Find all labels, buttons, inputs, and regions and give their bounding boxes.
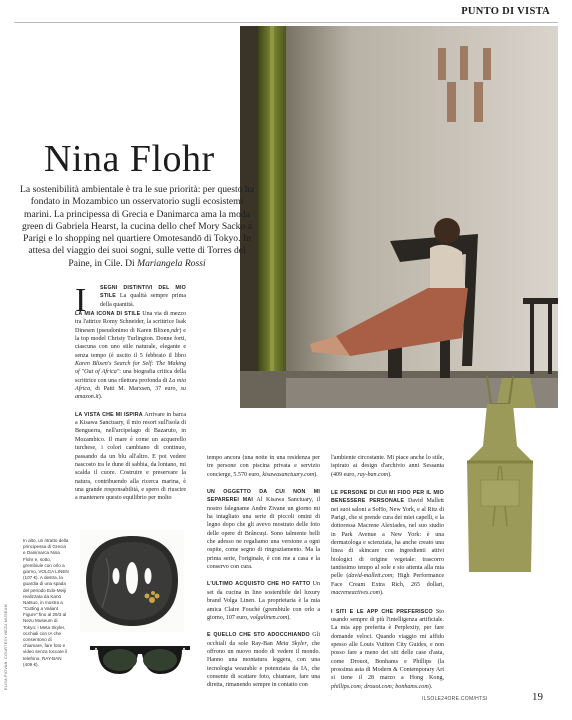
object-lead: UN OGGETTO DA CUI NON MI SEPAREREI MAI	[207, 489, 320, 504]
sites-end: ).	[428, 683, 433, 690]
style-text: La qualità sempre prima della quantità.	[100, 293, 187, 308]
portrait-photo	[240, 26, 558, 408]
section-title: PUNTO DI VISTA	[461, 6, 550, 17]
icon-book-title: Karen Blixen's Search for Self: The Making of "Out of Africa"	[75, 361, 186, 376]
column-1	[75, 310, 186, 503]
byline-name: Mariangela Rossi	[137, 257, 206, 269]
top-rule	[14, 22, 558, 23]
wellness-text-2: ; High Performance Face Cream Extra Rich, 265 dollari,	[331, 573, 445, 588]
sites-lead: I SITI E LE APP CHE PREFERISCO	[331, 608, 433, 615]
object-text: Al Kisawa Sanctuary, il nostro falegname Andre Zivane un giorno mi ha intagliato una serie di piccoli omini di legno dopo che gli avevo mostrato delle foto delle opere di Brâncuși. Sono talmente belli che adesso ne regaliamo una versione a ogni ospite, come segno di ringraziamento. Ma la prima serie, l'originale, è con me a casa e la conservo con cura.	[207, 497, 320, 571]
column-2	[207, 454, 320, 690]
wishlist-paragraph	[207, 631, 320, 689]
icon-paragraph	[75, 310, 186, 402]
kisawa-link[interactable]: kisawasanctuary.com	[262, 471, 315, 478]
mallett-link[interactable]: david-mallett.com	[348, 573, 393, 580]
photo-caption: In alto, un ritratto della principessa di Grecia e Danimarca Nina Flohr e, sotto, grembiule con orlo a giorno, VOLGA LINEN (107 €). A destra, la guardia di una spada del periodo Edo-Meiji realizzata da Kanō Natsuo, in mostra a "Cutting a Valiant Figure" fino al 29/3 al Nezu Museum di Tokyo; i Meta Skyler, occhiali con IA che consentono di chiamare, fare foto e video senza toccare il telefono, RAY-BAN (409 €).	[23, 538, 69, 667]
icon-text-3: : una biografia critica della scrittrice con una rilettura profonda di	[75, 369, 186, 384]
column-3	[331, 454, 444, 691]
icon-text-1: Una via di mezzo tra l'attrice Romy Schneider, la scrittrice Isak Dinesen (pseudonimo di Karen Blixen,	[75, 311, 187, 334]
wishlist-text-1: Gli occhiali da sole Ray-Ban	[207, 632, 321, 647]
lede-text: La sostenibilità ambientale è tra le sue priorità: per questo ha fondato in Mozambico un osservatorio sugli ecosistemi marini. La principessa di Grecia e Danimarca ama la moda green di Gabriela Hearst, la cucina dello chef Mory Sacko a Parigi e lo shopping nel quartiere Omotesandō di Tokyo. In attesa del viaggio dei suoi sogni, sulle vette di Torres del Paine, in Cile.	[20, 184, 254, 269]
view-text: Arrivare in barca a Kisawa Sanctuary, il mio resort sull'isola di Benguerra, nell'arcipelago di Bazaruto, in Mozambico. Il mare è come un acquerello turchese, i colori cambiano di continuo, passando da un blu all'altro. E poi vedere nascosto tra le dune di sabbia, da lontano, mi scalda il cuore. Costruire e preservare la natura, contribuendo alla ricerca marina, è una grande responsabilità, e spero di riuscire a mantenere questo equilibrio per molto	[75, 411, 187, 502]
wishlist-text-2: , che offrono un nuovo modo di vedere il mondo. Hanno una montatura leggera, con una tecnologia wearable e potenziata da IA, che consente di scattare foto, chiamare, fare una diretta, rimanendo sempre in contatto con	[207, 640, 320, 689]
volgalinen-link[interactable]: volgalinen.com	[250, 614, 288, 621]
wellness-lead: LE PERSONE DI CUI MI FIDO PER IL MIO BENESSERE PERSONALE	[331, 490, 444, 505]
wishlist-lead: E QUELLO CHE STO ADOCCHIANDO	[207, 632, 310, 639]
purchase-text: Un set da cucina in lino sostenibile del luxury brand Volga Linen. La proprietaria è la mia amica Claire Fouché (grembiule con orlo a giorno, 107 euro,	[207, 581, 320, 621]
wellness-text-1: David Mallett nei suoi saloni a SoHo, New York, e al Ritz di Parigi, che si prende cura dei miei capelli, e la dottoressa Macrene Alexiades, nel suo studio in Park Avenue a New York: è una dermatologa e scienziata, ha anche creato una linea di skincare con ingredienti attivi biologici di origine vegetale: trascorro tantissimo tempo al sole e sto attenta alla mia pelle (	[331, 498, 444, 580]
photo-credit: ELISA PIOVAN. COURTESY NEZU MUSEUM	[4, 603, 8, 690]
drop-cap: I	[75, 282, 87, 319]
icon-book-title-2: La mia Africa	[75, 377, 187, 393]
wellness-paragraph	[331, 489, 444, 597]
amazon-link[interactable]: su amazon.it	[75, 386, 187, 401]
wishlist-continued	[331, 454, 444, 479]
icon-text-5: ).	[98, 394, 103, 401]
byline-prefix: Di	[125, 257, 135, 269]
macrene-link[interactable]: macreneactives.com	[331, 590, 380, 597]
article-lede	[16, 184, 258, 270]
wellness-end: ).	[379, 590, 384, 597]
view-continued	[207, 454, 320, 479]
icon-text-2: ) e la top model Christy Turlington. Donne forti, ciascuna con uno stile naturale, elegante e senza tempo (è uscito il 5 febbraio il libro	[75, 327, 186, 359]
object-paragraph	[207, 488, 320, 571]
wishlist-end: ).	[388, 471, 392, 478]
view-cont-text: tempo ancora (una notte in una residenza per tre persone con piscina privata e servizio concierge, 5.570 euro,	[207, 455, 320, 478]
purchase-end: ).	[287, 614, 291, 621]
purchase-lead: L'ULTIMO ACQUISTO CHE HO FATTO	[207, 581, 311, 588]
footer-url[interactable]: ILSOLE24ORE.COM/HTSI	[422, 696, 488, 702]
sites-paragraph	[331, 608, 444, 691]
view-end: ).	[314, 471, 318, 478]
view-paragraph	[75, 411, 186, 503]
style-paragraph	[100, 284, 186, 309]
icon-lead: LA MIA ICONA DI STILE	[75, 311, 141, 317]
icon-text-4: , di Patti M. Marxsen, 37 euro,	[90, 386, 177, 393]
apron-image	[465, 376, 535, 576]
rayban-link[interactable]: ray-ban.com	[357, 471, 389, 478]
icon-ndr: ndr	[171, 327, 180, 334]
sunglasses-image	[86, 638, 194, 678]
portrait-illustration	[240, 26, 558, 408]
style-lead: SEGNI DISTINTIVI DEL MIO STILE	[100, 285, 186, 300]
sites-text: Sto usando sempre di più l'intelligenza artificiale. La mia app preferita è Perplexity, per fare domande veloci. Quando viaggio mi affido spesso alle Louis Vuitton City Guides, e non posso fare a meno dei siti delle case d'asta, come Drouot, Bonhams e Phillips (la prossima asta di Modern & Contemporary Art si tiene il 28 marzo a Hong Kong,	[331, 608, 444, 682]
page-number: 19	[532, 691, 543, 703]
sword-guard-image	[80, 530, 184, 632]
view-lead: LA VISTA CHE MI ISPIRA	[75, 411, 143, 418]
wishlist-cont-text: l'ambiente circostante. Mi piace anche lo stile, ispirato ai design d'archivio anni Sessanta (409 euro,	[331, 455, 444, 478]
article-title: Nina Flohr	[44, 138, 215, 180]
purchase-paragraph	[207, 580, 320, 622]
auction-links[interactable]: phillips.com; drouot.com; bonhams.com	[331, 683, 429, 690]
wishlist-product: Meta Skyler	[276, 640, 307, 647]
